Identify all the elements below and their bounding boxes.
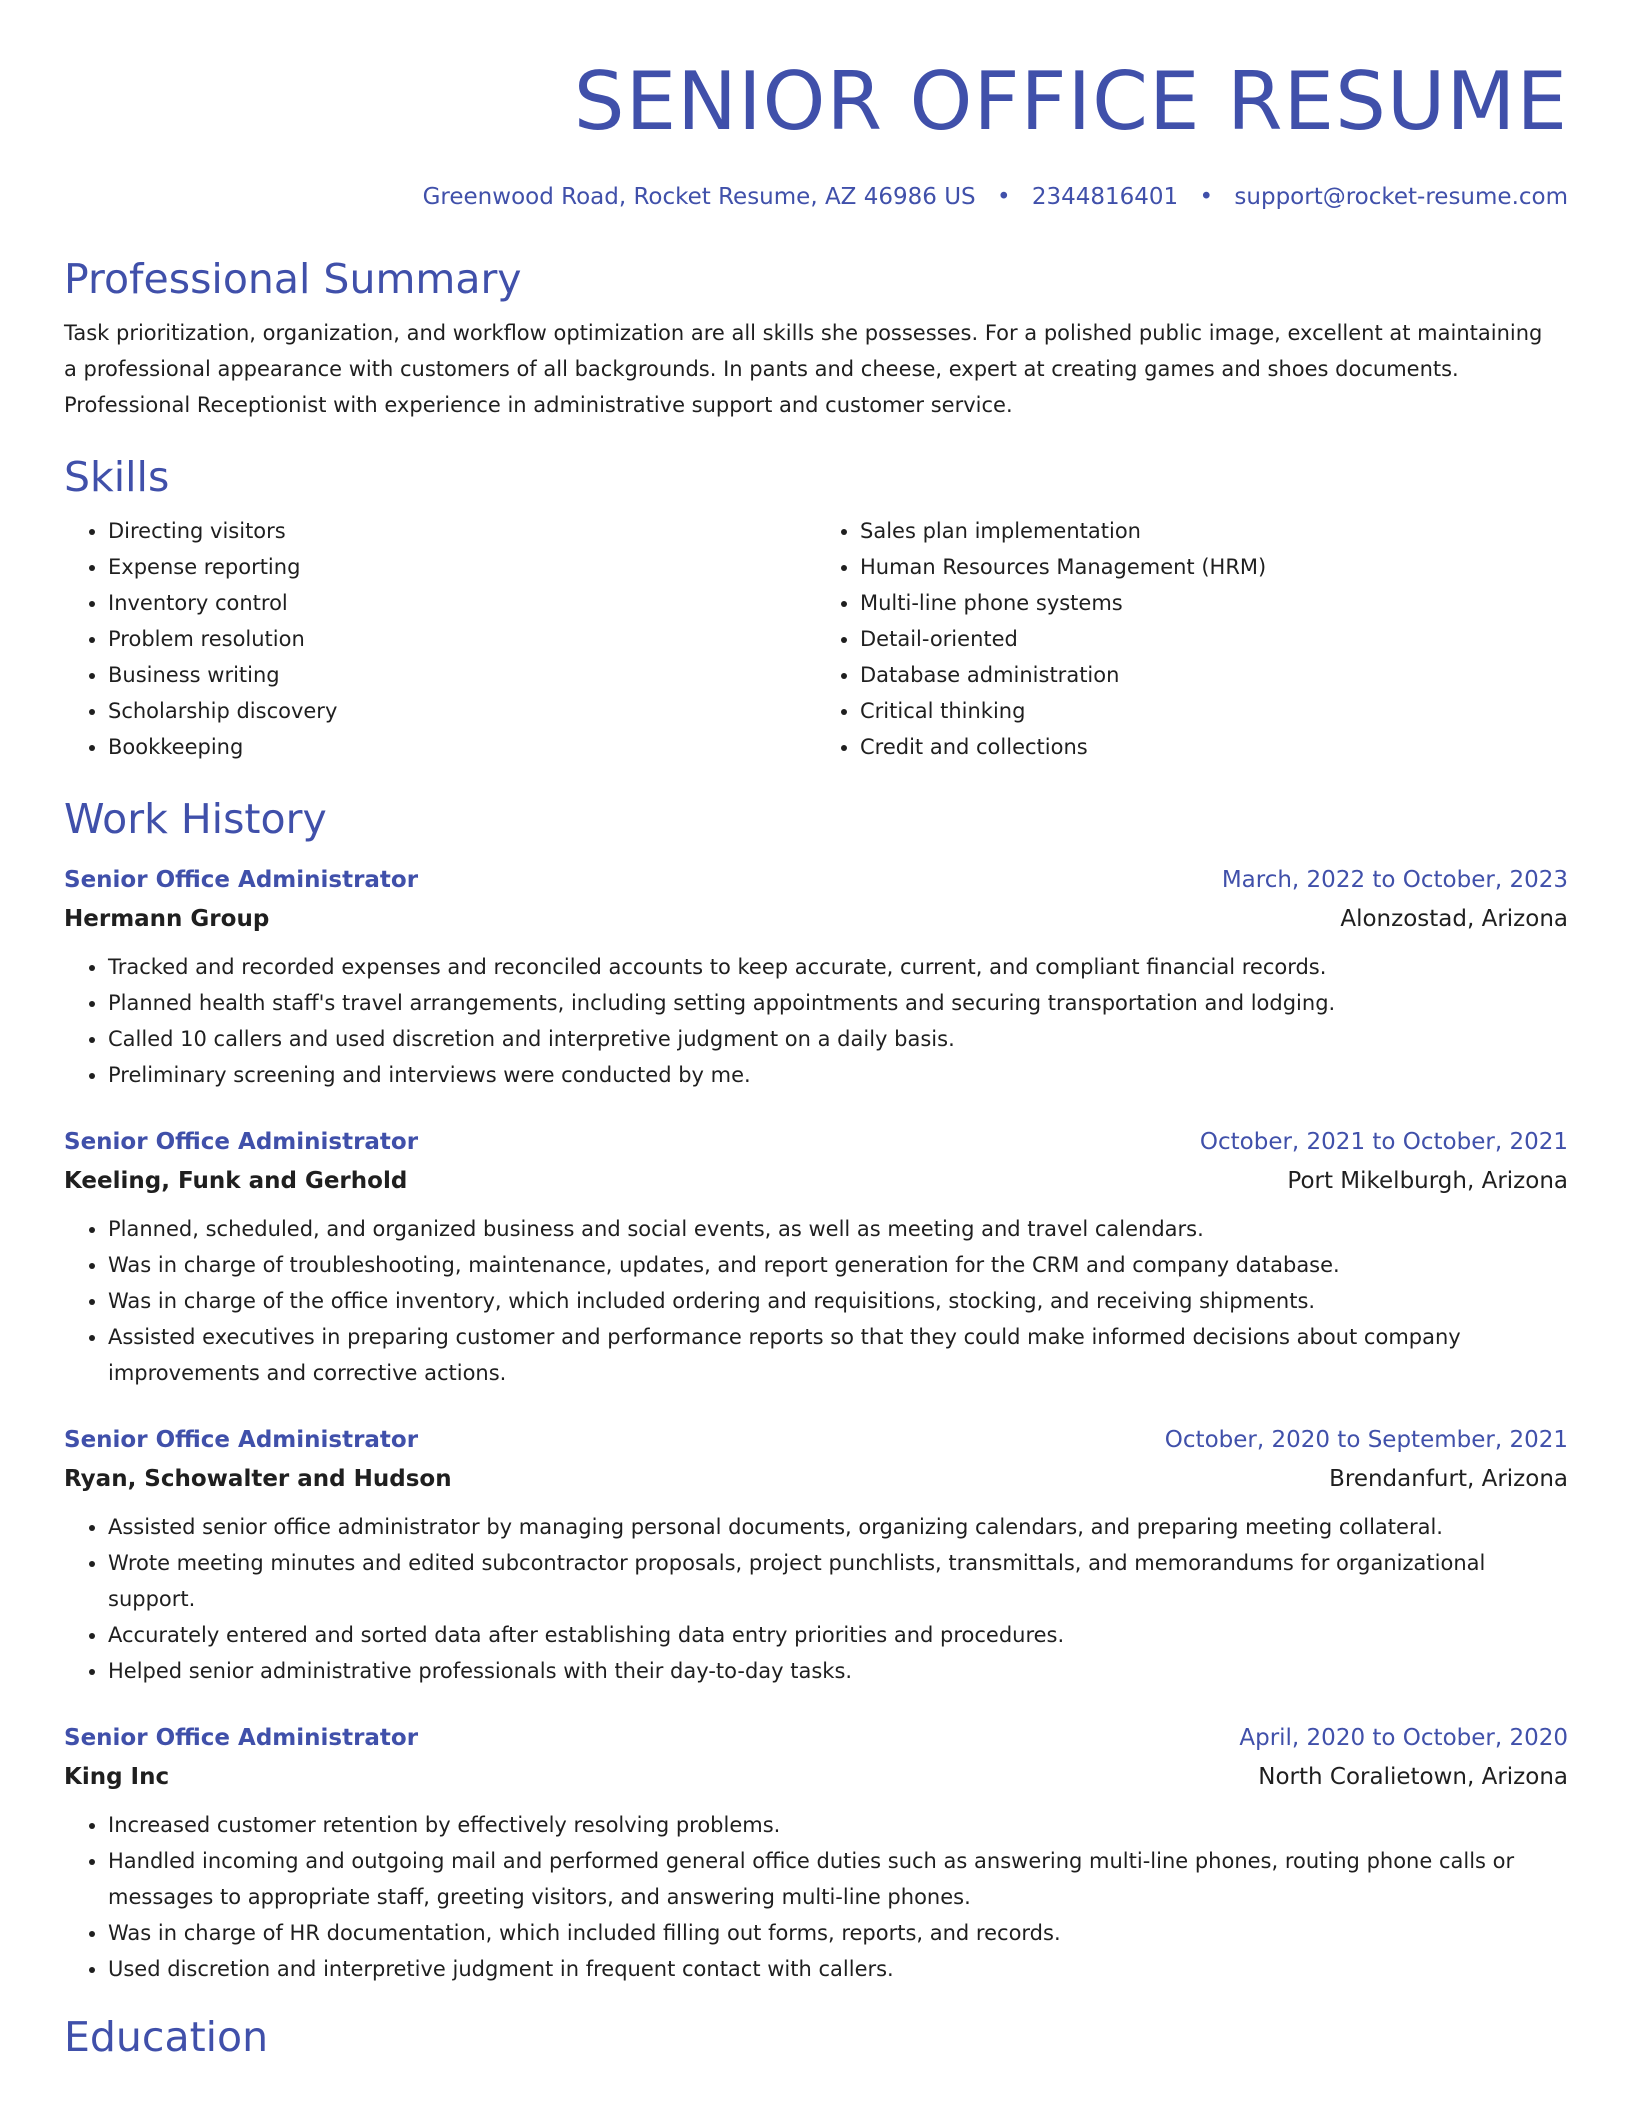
job-bullet: • Helped senior administrative professionals with their day-to-day tasks. bbox=[108, 1653, 1568, 1689]
job-company-row bbox=[64, 1459, 1568, 1499]
job-dates: March, 2022 to October, 2023 bbox=[1221, 867, 1568, 893]
contact-phone: 2344816401 bbox=[1031, 184, 1179, 210]
job-company-row bbox=[64, 1161, 1568, 1201]
contact-separator: • bbox=[1199, 184, 1214, 210]
job-title-row bbox=[64, 861, 1568, 899]
job-company: Keeling, Funk and Gerhold bbox=[64, 1168, 408, 1194]
job-dates: October, 2021 to October, 2021 bbox=[1199, 1129, 1568, 1155]
job-bullet: • Assisted executives in preparing customer and performance reports so that they could make informed decisions about company improvements and corrective actions. bbox=[108, 1319, 1568, 1391]
job-title: Senior Office Administrator bbox=[64, 1129, 419, 1155]
job-bullet: • Wrote meeting minutes and edited subcontractor proposals, project punchlists, transmittals, and memorandums for organizational support. bbox=[108, 1545, 1568, 1617]
job-title-row bbox=[64, 1719, 1568, 1757]
job-title-row bbox=[64, 1421, 1568, 1459]
skill-item: • Human Resources Management (HRM) bbox=[860, 549, 1568, 585]
section-title-skills: Skills bbox=[64, 453, 170, 501]
skill-item: • Critical thinking bbox=[860, 693, 1568, 729]
contact-separator: • bbox=[996, 184, 1011, 210]
job-bullets bbox=[64, 1211, 1568, 1391]
job-bullets bbox=[64, 1509, 1568, 1689]
job-company: Hermann Group bbox=[64, 906, 270, 932]
skill-item: • Business writing bbox=[108, 657, 816, 693]
job-bullet: • Preliminary screening and interviews were conducted by me. bbox=[108, 1057, 1568, 1093]
job-bullet: • Was in charge of HR documentation, which included filling out forms, reports, and records. bbox=[108, 1915, 1568, 1951]
job-title: Senior Office Administrator bbox=[64, 1427, 419, 1453]
resume-header bbox=[64, 0, 1568, 214]
job-entry bbox=[64, 1719, 1568, 1987]
work-history-section bbox=[64, 791, 1568, 1987]
job-bullet: • Planned health staff's travel arrangements, including setting appointments and securing transportation and lodging. bbox=[108, 985, 1568, 1021]
skill-item: • Directing visitors bbox=[108, 513, 816, 549]
skill-item: • Scholarship discovery bbox=[108, 693, 816, 729]
job-title-row bbox=[64, 1123, 1568, 1161]
skill-item: • Credit and collections bbox=[860, 729, 1568, 765]
job-entry bbox=[64, 1123, 1568, 1391]
job-bullet: • Was in charge of the office inventory, which included ordering and requisitions, stocking, and receiving shipments. bbox=[108, 1283, 1568, 1319]
job-dates: April, 2020 to October, 2020 bbox=[1239, 1725, 1568, 1751]
job-bullet: • Increased customer retention by effectively resolving problems. bbox=[108, 1807, 1568, 1843]
skill-item: • Database administration bbox=[860, 657, 1568, 693]
job-company: Ryan, Schowalter and Hudson bbox=[64, 1466, 452, 1492]
job-bullet: • Called 10 callers and used discretion and interpretive judgment on a daily basis. bbox=[108, 1021, 1568, 1057]
job-dates: October, 2020 to September, 2021 bbox=[1164, 1427, 1568, 1453]
job-bullet: • Was in charge of troubleshooting, maintenance, updates, and report generation for the CRM and company database. bbox=[108, 1247, 1568, 1283]
skill-item: • Detail-oriented bbox=[860, 621, 1568, 657]
job-entry bbox=[64, 861, 1568, 1093]
job-title: Senior Office Administrator bbox=[64, 867, 419, 893]
skill-item: • Inventory control bbox=[108, 585, 816, 621]
job-title: Senior Office Administrator bbox=[64, 1725, 419, 1751]
job-entry bbox=[64, 1421, 1568, 1689]
contact-line bbox=[64, 180, 1568, 214]
skill-item: • Bookkeeping bbox=[108, 729, 816, 765]
skills-columns bbox=[64, 513, 1568, 765]
job-company: King Inc bbox=[64, 1764, 170, 1790]
job-bullets bbox=[64, 949, 1568, 1093]
summary-line: Task prioritization, organization, and workflow optimization are all skills she possesses. For a polished public image, excellent at maintaining bbox=[64, 321, 1543, 345]
job-bullet: • Assisted senior office administrator by managing personal documents, organizing calendars, and preparing meeting collateral. bbox=[108, 1509, 1568, 1545]
skills-section bbox=[64, 449, 1568, 765]
job-bullet: • Handled incoming and outgoing mail and performed general office duties such as answering multi-line phones, routing phone calls or messages to appropriate staff, greeting visitors, and answering multi-line phones. bbox=[108, 1843, 1568, 1915]
resume-name: SENIOR OFFICE RESUME bbox=[573, 55, 1568, 148]
skills-list-right bbox=[816, 513, 1568, 765]
job-bullets bbox=[64, 1807, 1568, 1987]
job-company-row bbox=[64, 1757, 1568, 1797]
job-location: Brendanfurt, Arizona bbox=[1329, 1466, 1568, 1492]
summary-line: Professional Receptionist with experience in administrative support and customer service. bbox=[64, 393, 1013, 417]
skill-item: • Expense reporting bbox=[108, 549, 816, 585]
summary-text bbox=[64, 315, 1568, 423]
job-bullet: • Planned, scheduled, and organized business and social events, as well as meeting and travel calendars. bbox=[108, 1211, 1568, 1247]
section-title-summary: Professional Summary bbox=[64, 255, 522, 303]
section-title-education: Education bbox=[64, 2013, 269, 2061]
summary-section bbox=[64, 251, 1568, 423]
contact-email: support@rocket-resume.com bbox=[1234, 184, 1568, 210]
job-location: Alonzostad, Arizona bbox=[1340, 906, 1568, 932]
skill-item: • Multi-line phone systems bbox=[860, 585, 1568, 621]
contact-address: Greenwood Road, Rocket Resume, AZ 46986 US bbox=[422, 184, 976, 210]
section-title-work-history: Work History bbox=[64, 795, 327, 843]
summary-line: a professional appearance with customers of all backgrounds. In pants and cheese, expert at creating games and shoes documents. bbox=[64, 357, 1459, 381]
job-bullet: • Accurately entered and sorted data after establishing data entry priorities and procedures. bbox=[108, 1617, 1568, 1653]
job-location: North Coralietown, Arizona bbox=[1258, 1764, 1568, 1790]
skills-list-left bbox=[64, 513, 816, 765]
skill-item: • Problem resolution bbox=[108, 621, 816, 657]
job-company-row bbox=[64, 899, 1568, 939]
education-section bbox=[64, 2009, 1568, 2065]
skill-item: • Sales plan implementation bbox=[860, 513, 1568, 549]
job-location: Port Mikelburgh, Arizona bbox=[1287, 1168, 1568, 1194]
job-bullet: • Used discretion and interpretive judgment in frequent contact with callers. bbox=[108, 1951, 1568, 1987]
job-bullet: • Tracked and recorded expenses and reconciled accounts to keep accurate, current, and compliant financial records. bbox=[108, 949, 1568, 985]
